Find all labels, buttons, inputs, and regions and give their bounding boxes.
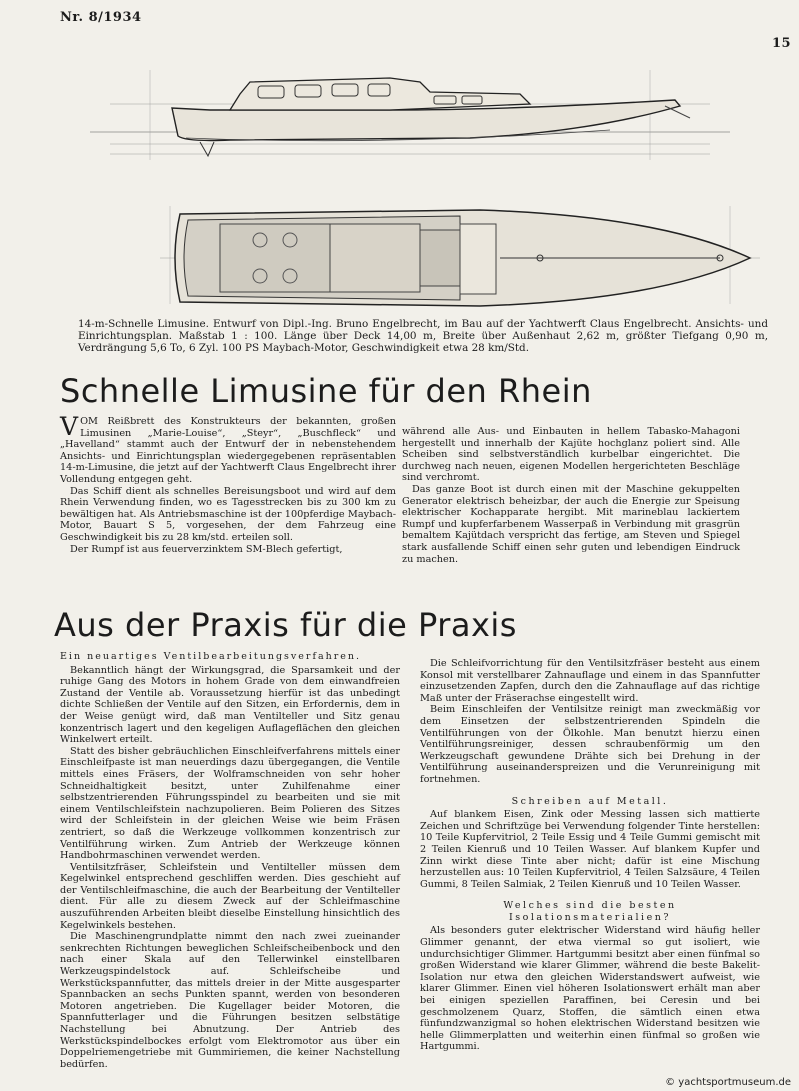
page-number: 15 — [772, 36, 792, 51]
article2-paragraph: Statt des bisher gebräuchlichen Einschleifverfahrens mittels einer Einschleifpaste ist man neuerdings dazu übergegangen, die Ventile mittels eines Fräsers, der Wolframschneiden von sehr hoher Schneidhaltigkeit besitzt, unter Zuhilfenahme einer selbstzentrierenden Führungsspindel zu bearbeiten und sie mit einem Ventilschleifstein nachzupolieren. Beim Polieren des Sitzes wird der Schleifstein in der gleichen Weise wie beim Fräsen zentriert, so daß die Werkzeuge vollkommen konzentrisch zur Ventilführung wirken. Zum Antrieb der Werkzeuge können Handbohrmaschinen verwendet werden. — [60, 745, 400, 862]
section-heading: Ein neuartiges Ventilbearbeitungsverfahren. — [60, 651, 362, 662]
article1-right-column — [402, 426, 740, 565]
issue-number: Nr. 8/1934 — [60, 10, 142, 25]
article1-paragraph: Der Rumpf ist aus feuerverzinktem SM-Blech gefertigt, — [70, 543, 343, 555]
article2-title: Aus der Praxis für die Praxis — [54, 606, 517, 644]
boat-plan-view-drawing — [160, 200, 760, 310]
article2-paragraph: Als besonders guter elektrischer Widerstand wird häufig heller Glimmer genannt, der etwa viermal so gut isoliert, wie undurchsichtiger Glimmer. Hartgummi besitzt aber einen fünfmal so großen Widerstand wie klarer Glimmer, während die beste Bakelit-Isolation nur etwa den gleichen Widerstandswert aufweist, wie klarer Glimmer. Einen viel höheren Isolationswert erhält man aber bei einigen speziellen Paraffinen, bei Ceresin und bei geschmolzenem Quarz, Stoffen, die sämtlich einen etwa fünfundzwanzigmal so hohen elektrischen Widerstand besitzen wie helle Glimmerplatten und weiterhin einen fünfmal so großen wie Hartgummi. — [420, 925, 760, 1053]
article2-paragraph: Beim Einschleifen der Ventilsitze reinigt man zweckmäßig vor dem Einsetzen der selbstzentrierenden Spindeln die Ventilführungen von der Ölkohle. Man benutzt hierzu einen Ventilführungsreiniger, dessen schraubenförmig um den Werkzeugschaft gewundene Drähte sich bei Drehung in der Ventilführung auseinanderspreizen und die Verunreinigung mit fortnehmen. — [420, 704, 760, 785]
article2-left-column — [60, 651, 400, 1070]
article2-paragraph: Bekanntlich hängt der Wirkungsgrad, die Sparsamkeit und der ruhige Gang des Motors in hohem Grade von dem einwandfreien Zustand der Ventile ab. Voraussetzung hierfür ist das unbedingt dichte Schließen der Ventile auf den Sitzen, ein Erfordernis, dem in der Weise genügt wird, daß man Ventilteller und Sitz genau konzentrisch lagert und den kegeligen Auflageflächen den gleichen Winkelwert erteilt. — [60, 664, 400, 746]
article1-paragraph: während alle Aus- und Einbauten in hellem Tabasko-Mahagoni hergestellt und innerhalb der Kajüte hochglanz poliert sind. Alle Scheiben sind selbstverständlich kurbelbar eingerichtet. Die durchweg nach neuen, eigenen Modellen hergerichteten Beschläge sind verchromt. — [402, 426, 740, 484]
boat-side-view-drawing — [90, 60, 730, 170]
drop-cap: V — [60, 412, 79, 441]
section-heading: Schreiben auf Metall. — [511, 795, 669, 807]
figure-caption: 14-m-Schnelle Limusine. Entwurf von Dipl.-Ing. Bruno Engelbrecht, im Bau auf der Yachtwerft Claus Engelbrecht. Ansichts- und Einrichtungsplan. Maßstab 1 : 100. Länge über Deck 14,00 m, Breite über Außenhaut 2,62 m, größter Tiefgang 0,90 m, Verdrängung 5,6 To, 6 Zyl. 100 PS Maybach-Motor, Geschwindigkeit etwa 28 km/Std. — [78, 318, 768, 354]
watermark: © yachtsportmuseum.de — [665, 1077, 791, 1088]
section-heading: Welches sind die besten Isolationsmaterialien? — [503, 900, 677, 923]
article2-paragraph: Auf blankem Eisen, Zink oder Messing lassen sich mattierte Zeichen und Schriftzüge bei Verwendung folgender Tinte herstellen: 10 Teile Kupfervitriol, 2 Teile Essig und 4 Teile Gummi gemischt mit 2 Teilen Kienruß und 10 Teilen Wasser. Auf blankem Kupfer und Zinn wirkt diese Tinte aber nicht; dafür ist eine Mischung herzustellen aus: 10 Teilen Kupfervitriol, 4 Teilen Salzsäure, 4 Teilen Gummi, 8 Teilen Salmiak, 2 Teilen Kienruß und 10 Teilen Wasser. — [420, 809, 760, 890]
article1-left-column — [60, 412, 396, 555]
article2-paragraph: Die Maschinengrundplatte nimmt den nach zwei zueinander senkrechten Richtungen beweglichen Schleifscheibenbock und den nach einer Skala auf den Tellerwinkel einstellbaren Werkzeugspindelstock auf. Schleifscheibe und Werkstückspannfutter, das mittels dreier in der Mitte ausgesparter Spannbacken an sechs Punkten spannt, werden von besonderen Motoren angetrieben. Die Kugellager beider Motoren, die Spannfutterlager und die Führungen besitzen selbstätige Nachstellung bei Abnutzung. Der Antrieb des Werkstückspindelbockes erfolgt vom Elektromotor aus über ein Doppelriemengetriebe mit Gummiriemen, die keiner Nachstellung bedürfen. — [60, 931, 400, 1070]
article1-paragraph: Das ganze Boot ist durch einen mit der Maschine gekuppelten Generator elektrisch beheizbar, der auch die Energie zur Speisung elektrischer Kochapparate hergibt. Mit marineblau lackiertem Rumpf und kupferfarbenem Wasserpaß in Verbindung mit grasgrün bemaltem Kajütdach verspricht das fertige, am Steven und Spiegel stark ausfallende Schiff einen sehr guten und lebendigen Eindruck zu machen. — [402, 483, 740, 565]
article1-paragraph: Das Schiff dient als schnelles Bereisungsboot und wird auf dem Rhein Verwendung finden, wo es Tagesstrecken bis zu 300 km zu bewältigen hat. Als Antriebsmaschine ist der 100pferdige Maybach-Motor, Bauart S 5, vorgesehen, der dem Fahrzeug eine Geschwindigkeit bis zu 28 km/std. erteilen soll. — [60, 485, 396, 543]
article2-paragraph: Die Schleifvorrichtung für den Ventilsitzfräser besteht aus einem Konsol mit verstellbarer Zahnauflage und einem in das Spannfutter einzusetzenden Zapfen, durch den die Zahnauflage auf das richtige Maß unter der Fräserachse eingestellt wird. — [420, 658, 760, 704]
article2-right-column — [420, 658, 760, 1053]
article1-paragraph: VOM Reißbrett des Konstrukteurs der bekannten, großen Limusinen „Marie-Louise“, „Steyr“, „Buschfleck“ und „Havelland“ stammt auch der Entwurf der in nebenstehendem Ansichts- und Einrichtungsplan wiedergegebenen repräsentablen 14-m-Limusine, die jetzt auf der Yachtwerft Claus Engelbrecht ihrer Vollendung entgegen geht. — [60, 412, 396, 485]
article2-paragraph: Ventilsitzfräser, Schleifstein und Ventilteller müssen dem Kegelwinkel entsprechend geschliffen werden. Dies geschieht auf der Ventilschleifmaschine, die auch der Bearbeitung der Ventilteller dient. Für alle zu diesem Zweck auf der Schleifmaschine auszuführenden Arbeiten bleibt dieselbe Einstellung hinsichtlich des Kegelwinkels bestehen. — [60, 861, 400, 931]
article1-title: Schnelle Limusine für den Rhein — [60, 372, 592, 410]
